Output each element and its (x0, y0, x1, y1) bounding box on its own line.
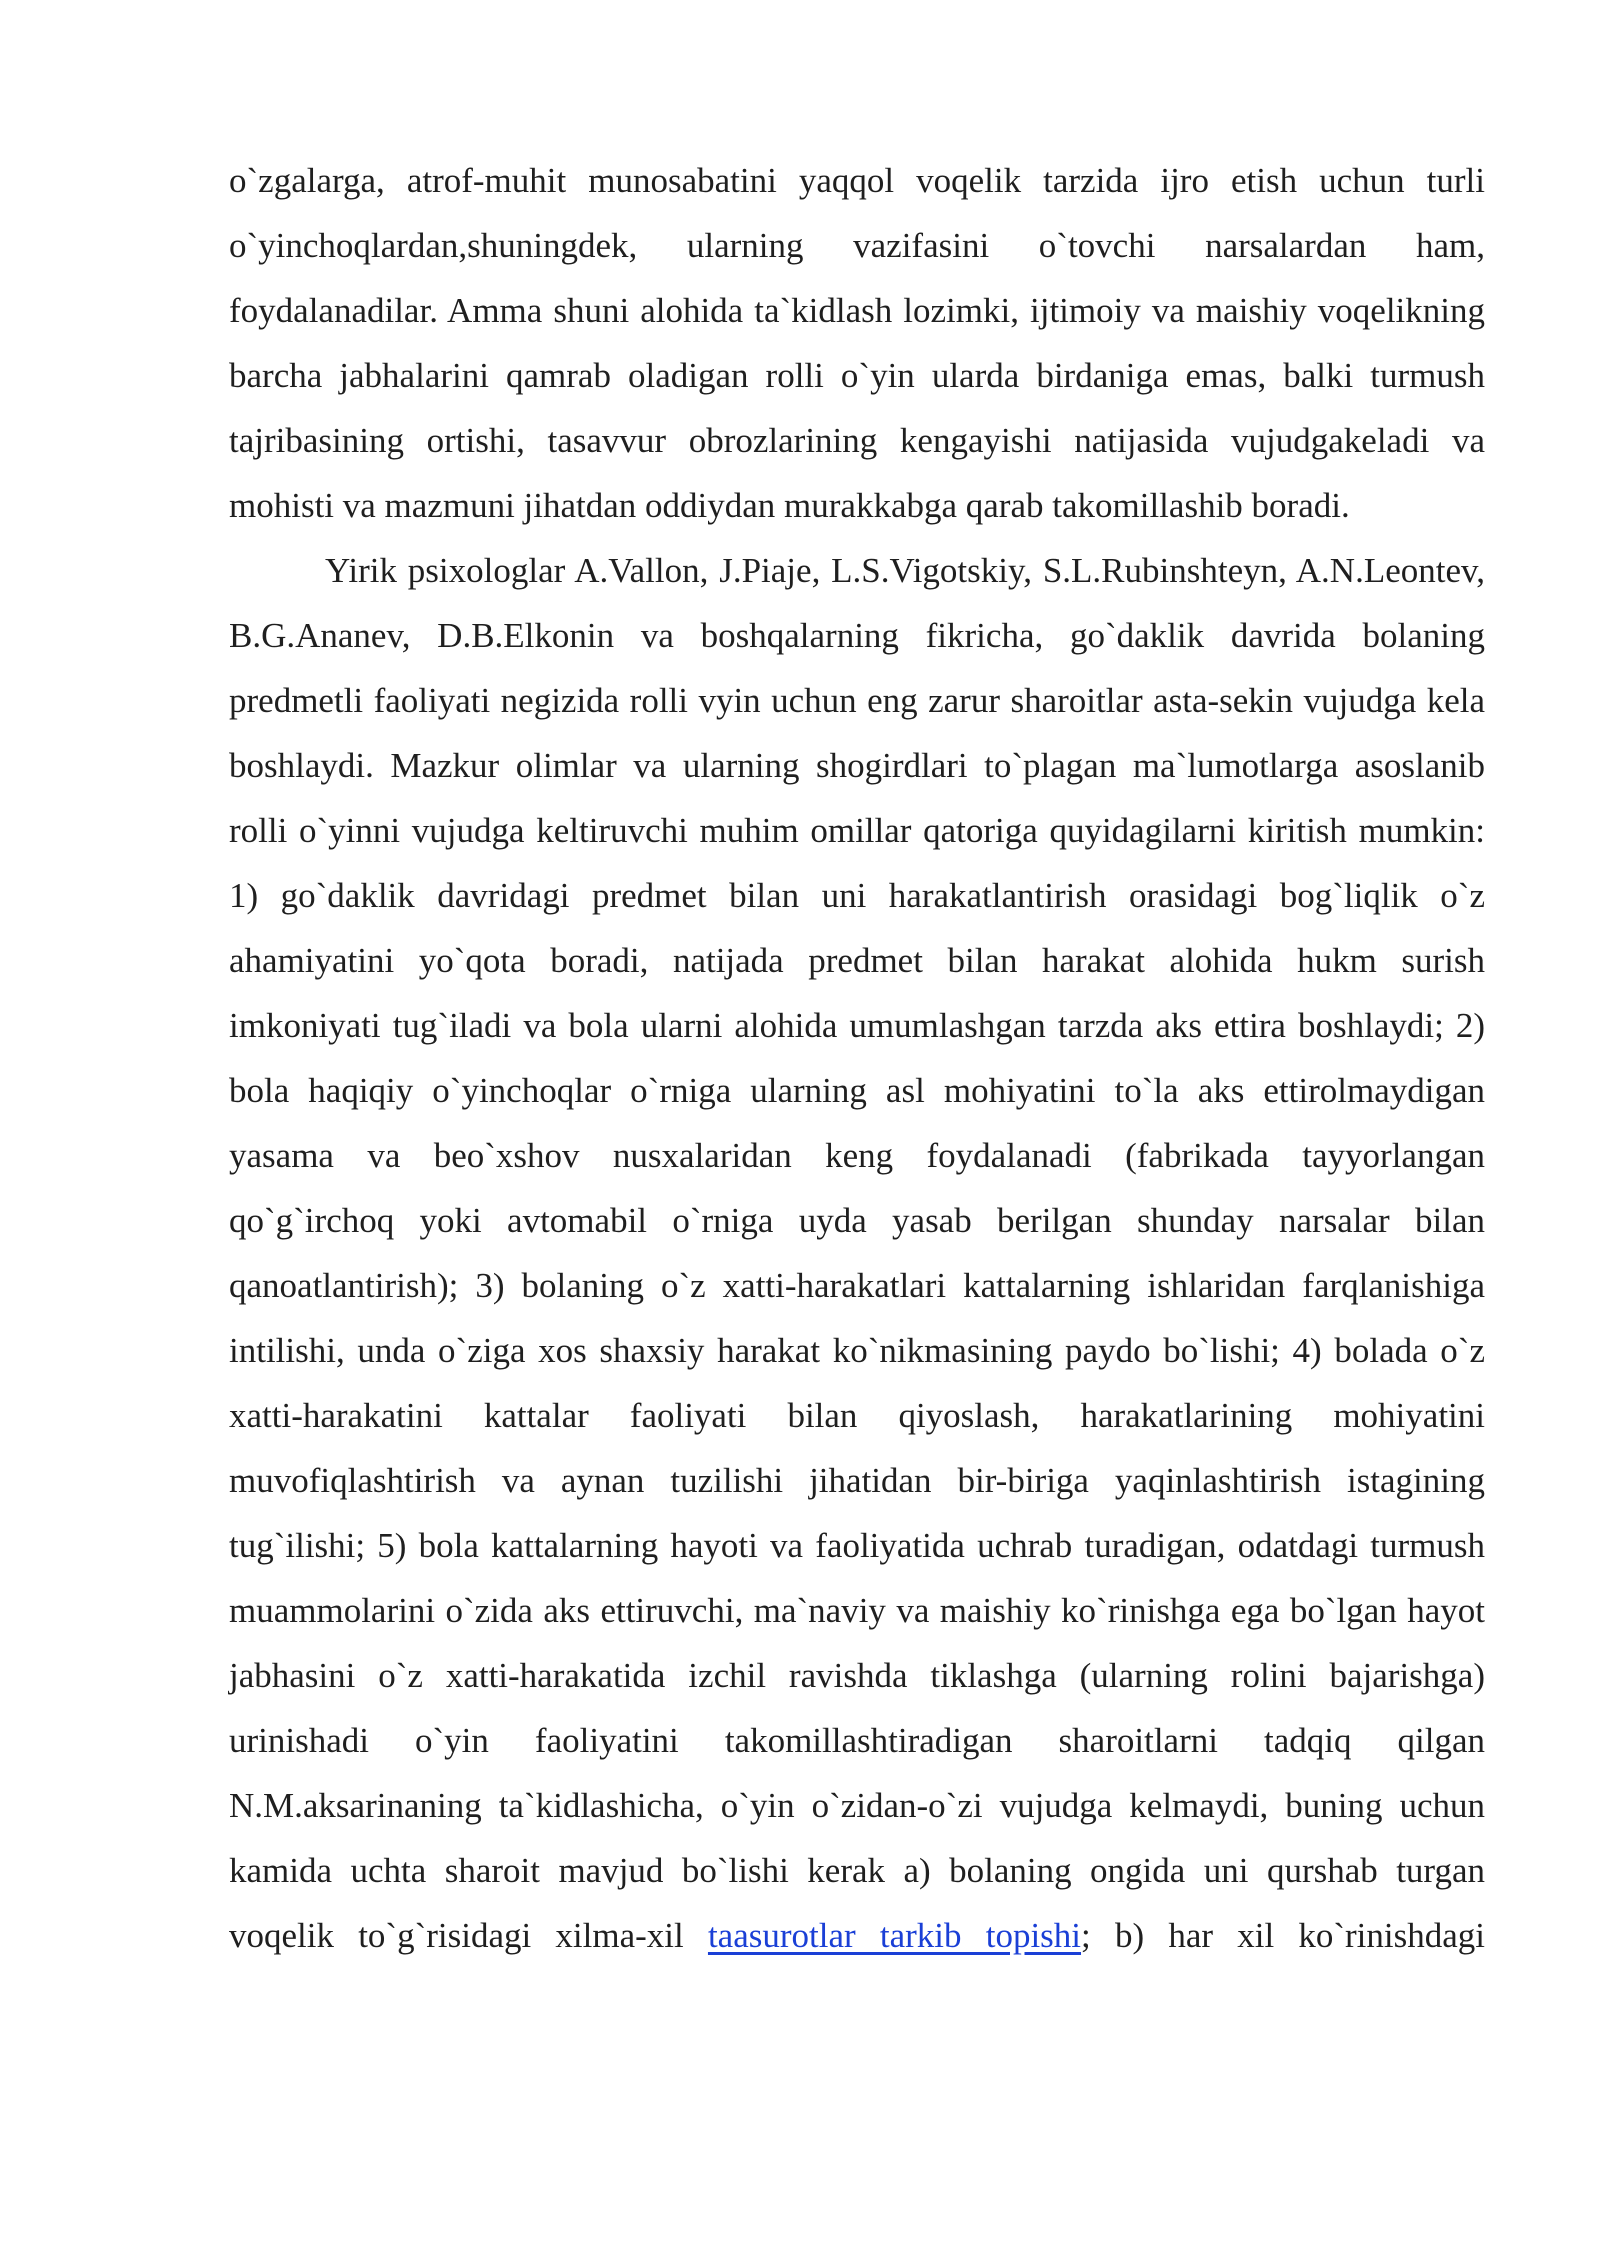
paragraph-2 (229, 538, 1485, 1968)
paragraph-2-tail: ; b) har xil ko`rinishdagi (1081, 1916, 1486, 1955)
paragraph-2-text: Yirik psixologlar A.Vallon, J.Piaje, L.S.Vigotskiy, S.L.Rubinshteyn, A.N.Leontev, B.G.Ananev, D.B.Elkonin va boshqalarning fikricha, go`daklik davrida bolaning predmetli faoliyati negizida rolli vyin uchun eng zarur sharoitlar asta-sekin vujudga kela boshlaydi. Mazkur olimlar va ularning shogirdlari to`plagan ma`lumotlarga asoslanib rolli o`yinni vujudga keltiruvchi muhim omillar qatoriga quyidagilarni kiritish mumkin: 1) go`daklik davridagi predmet bilan uni harakatlantirish orasidagi bog`liqlik o`z ahamiyatini yo`qota boradi, natijada predmet bilan harakat alohida hukm surish imkoniyati tug`iladi va bola ularni alohida umumlashgan tarzda aks ettira boshlaydi; 2) bola haqiqiy o`yinchoqlar o`rniga ularning asl mohiyatini to`la aks ettirolmaydigan yasama va beo`xshov nusxalaridan keng foydalanadi (fabrikada tayyorlangan qo`g`irchoq yoki avtomabil o`rniga uyda yasab berilgan shunday narsalar bilan qanoatlantirish); 3) bolaning o`z xatti-harakatlari kattalarning ishlaridan farqlanishiga intilishi, unda o`ziga xos shaxsiy harakat ko`nikmasining paydo bo`lishi; 4) bolada o`z xatti-harakatini kattalar faoliyati bilan qiyoslash, harakatlarining mohiyatini muvofiqlashtirish va aynan tuzilishi jihatidan bir-biriga yaqinlashtirish istagining tug`ilishi; 5) bola kattalarning hayoti va faoliyatida uchrab turadigan, odatdagi turmush muammolarini o`zida aks ettiruvchi, ma`naviy va maishiy ko`rinishga ega bo`lgan hayot jabhasini o`z xatti-harakatida izchil ravishda tiklashga (ularning rolini bajarishga) urinishadi o`yin faoliyatini takomillashtiradigan sharoitlarni tadqiq qilgan N.M.aksarinaning ta`kidlashicha, o`yin o`zidan-o`zi vujudga kelmaydi, buning uchun kamida uchta sharoit mavjud bo`lishi kerak a) bolaning ongida uni qurshab turgan voqelik to`g`risidagi xilma-xil (229, 551, 1485, 1955)
paragraph-1: o`zgalarga, atrof-muhit munosabatini yaqqol voqelik tarzida ijro etish uchun turli o`yinchoqlardan,shuningdek, ularning vazifasini o`tovchi narsalardan ham, foydalanadilar. Amma shuni alohida ta`kidlash lozimki, ijtimoiy va maishiy voqelikning barcha jabhalarini qamrab oladigan rolli o`yin ularda birdaniga emas, balki turmush tajribasining ortishi, tasavvur obrozlarining kengayishi natijasida vujudgakeladi va mohisti va mazmuni jihatdan oddiydan murakkabga qarab takomillashib boradi. (229, 161, 1485, 525)
document-body (229, 148, 1485, 1968)
hyperlink[interactable]: taasurotlar tarkib topishi (707, 1916, 1082, 1955)
